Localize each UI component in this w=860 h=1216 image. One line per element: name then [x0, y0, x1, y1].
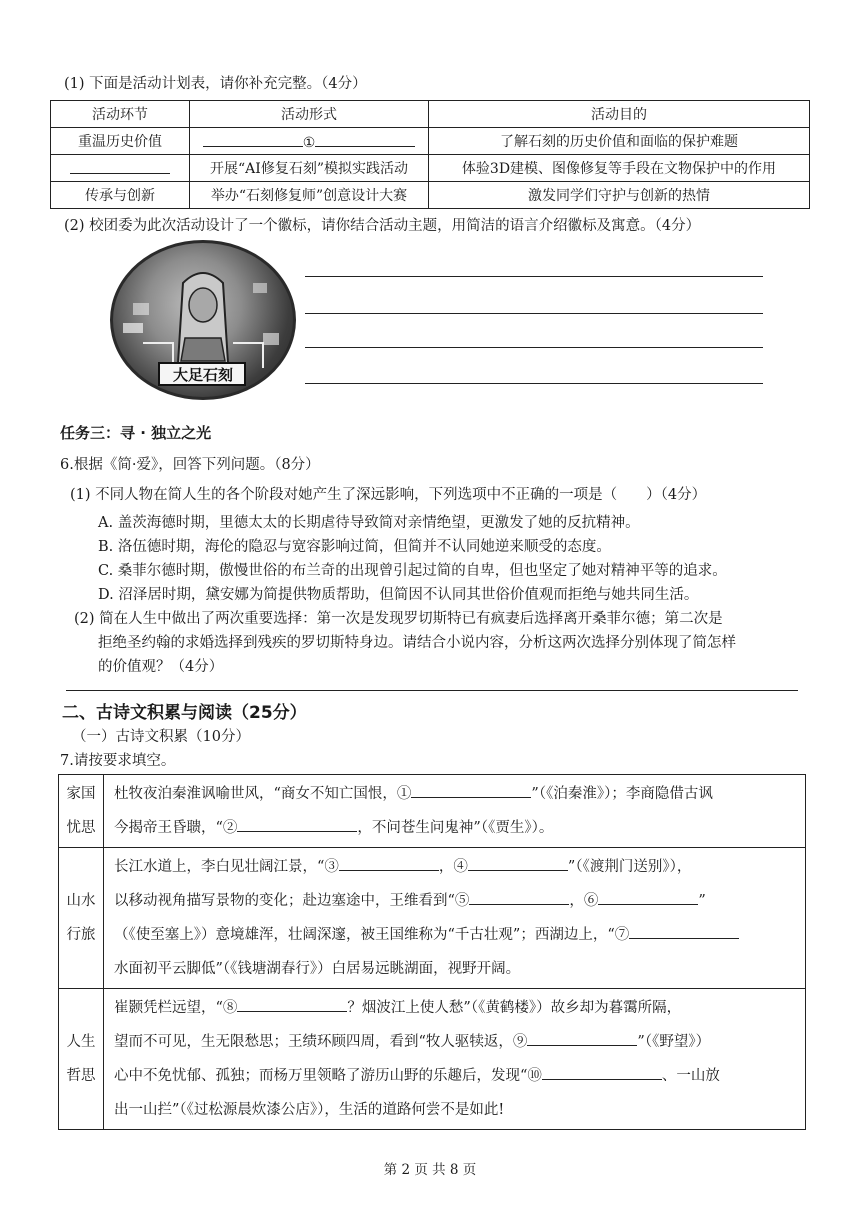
blank-4[interactable]	[468, 855, 568, 871]
blank-1-cell[interactable]	[190, 128, 429, 155]
poem-text: 望而不可见，生无限愁思；王绩环顾四周，看到“牧人驱犊返，⑨	[114, 1034, 528, 1050]
table-cell-purpose: 激发同学们守护与创新的热情	[429, 182, 810, 209]
category-label: 行旅	[66, 927, 96, 943]
poem-text: ，④	[438, 859, 468, 875]
answer-line[interactable]	[305, 383, 763, 384]
blank-5[interactable]	[469, 889, 569, 905]
poem-fill-table	[58, 774, 806, 1130]
table-row	[59, 775, 806, 848]
blank-7[interactable]	[629, 923, 739, 939]
table-cell-stage: 传承与创新	[51, 182, 190, 209]
table-cell-purpose: 了解石刻的历史价值和面临的保护难题	[429, 128, 810, 155]
poem-text: ？烟波江上使人愁”（《黄鹤楼》）故乡却为暮霭所隔，	[347, 1000, 682, 1016]
blank-2[interactable]	[237, 816, 357, 832]
poem-text: 以移动视角描写景物的变化；赴边塞途中，王维看到“⑤	[114, 893, 470, 909]
poem-text: 心中不免忧郁、孤独；而杨万里领略了游历山野的乐趣后，发现“⑩	[114, 1068, 542, 1084]
blank-1[interactable]	[411, 782, 531, 798]
blank-number: ①	[302, 135, 316, 151]
q6-option-c[interactable]: C. 桑菲尔德时期，傲慢世俗的布兰奇的出现曾引起过简的自卑，但也坚定了她对精神平等的追求。	[98, 563, 727, 579]
category-cell	[59, 848, 104, 989]
table-row	[51, 155, 810, 182]
section2-title: 二、古诗文积累与阅读（25分）	[62, 703, 307, 723]
category-label: 忧思	[66, 820, 96, 836]
table-row	[51, 128, 810, 155]
table-row	[59, 848, 806, 989]
category-cell	[59, 775, 104, 848]
table-header-purpose: 活动目的	[429, 101, 810, 128]
q5-part2-prompt: (2) 校团委为此次活动设计了一个徽标，请你结合活动主题，用简洁的语言介绍徽标及寓意。（4分）	[64, 218, 701, 234]
poem-text: ”	[698, 893, 706, 909]
answer-line[interactable]	[305, 313, 763, 314]
logo-caption: 大足石刻	[172, 366, 233, 384]
q6-option-b[interactable]: B. 洛伍德时期，海伦的隐忍与宽容影响过简，但简并不认同她逆来顺受的态度。	[98, 539, 611, 555]
poem-text: ”（《渡荆门送别》），	[567, 859, 692, 875]
poem-text-cell	[104, 848, 806, 989]
table-cell-form: 举办“石刻修复师”创意设计大赛	[190, 182, 429, 209]
q6-option-a[interactable]: A. 盖茨海德时期，里德太太的长期虐待导致简对亲情绝望，更激发了她的反抗精神。	[98, 515, 640, 531]
poem-text: ，⑥	[569, 893, 599, 909]
q7-stem: 7.请按要求填空。	[60, 753, 176, 769]
table-cell-form: 开展“AI修复石刻”模拟实践活动	[190, 155, 429, 182]
activity-plan-table	[50, 100, 810, 209]
poem-text: 长江水道上，李白见壮阔江景，“③	[114, 859, 339, 875]
answer-line[interactable]	[66, 690, 798, 691]
q6-part1: (1) 不同人物在简人生的各个阶段对她产生了深远影响，下列选项中不正确的一项是（ ）（4分）	[70, 487, 707, 503]
task3-heading: 任务三：寻 · 独立之光	[60, 424, 212, 442]
poem-text: 今揭帝王昏聩，“②	[114, 820, 238, 836]
poem-text: 崔颢凭栏远望，“⑧	[114, 1000, 238, 1016]
poem-text: （《使至塞上》）意境雄浑，壮阔深邃，被王国维称为“千古壮观”；西湖边上，“⑦	[114, 927, 630, 943]
blank-6[interactable]	[598, 889, 698, 905]
table-cell-stage: 重温历史价值	[51, 128, 190, 155]
category-label: 山水	[66, 893, 96, 909]
category-label: 人生	[66, 1034, 96, 1050]
table-header-row	[51, 101, 810, 128]
q5-part1-prompt: (1) 下面是活动计划表，请你补充完整。（4分）	[64, 76, 367, 92]
activity-logo-image	[110, 240, 296, 400]
q6-part2-line1: (2) 简在人生中做出了两次重要选择：第一次是发现罗切斯特已有疯妻后选择离开桑菲尔德；第二次是	[74, 611, 723, 627]
blank-3[interactable]	[339, 855, 439, 871]
answer-line[interactable]	[305, 347, 763, 348]
blank-8[interactable]	[237, 996, 347, 1012]
category-cell	[59, 989, 104, 1130]
poem-text: 、一山放	[661, 1068, 720, 1084]
table-header-stage: 活动环节	[51, 101, 190, 128]
poem-text: ”（《泊秦淮》）；李商隐借古讽	[531, 786, 713, 802]
page-footer: 第 2 页 共 8 页	[383, 1162, 477, 1178]
blank-9[interactable]	[527, 1030, 637, 1046]
stage-blank-cell[interactable]	[51, 155, 190, 182]
poem-text-cell	[104, 989, 806, 1130]
poem-text: ”（《野望》）	[637, 1034, 711, 1050]
category-label: 哲思	[66, 1068, 96, 1084]
q6-stem: 6.根据《简·爱》，回答下列问题。（8分）	[60, 457, 320, 473]
category-label: 家国	[66, 786, 96, 802]
answer-line[interactable]	[305, 276, 763, 277]
blank-10[interactable]	[542, 1064, 662, 1080]
poem-text: 杜牧夜泊秦淮讽喻世风，“商女不知亡国恨，①	[114, 786, 412, 802]
poem-text: 水面初平云脚低”（《钱塘湖春行》）白居易远眺湖面，视野开阔。	[114, 961, 521, 977]
poem-text: ，不问苍生问鬼神”（《贾生》）。	[357, 820, 554, 836]
table-row	[59, 989, 806, 1130]
section2-subtitle: （一）古诗文积累（10分）	[72, 729, 250, 745]
table-row	[51, 182, 810, 209]
table-header-form: 活动形式	[190, 101, 429, 128]
q6-part2-line3: 的价值观？（4分）	[98, 659, 224, 675]
poem-text: 出一山拦”（《过松源晨炊漆公店》），生活的道路何尝不是如此!	[114, 1102, 505, 1118]
q6-part2-line2: 拒绝圣约翰的求婚选择到残疾的罗切斯特身边。请结合小说内容，分析这两次选择分别体现了简怎样	[98, 635, 736, 651]
poem-text-cell	[104, 775, 806, 848]
table-cell-purpose: 体验3D建模、图像修复等手段在文物保护中的作用	[429, 155, 810, 182]
q6-option-d[interactable]: D. 沼泽居时期，黛安娜为简提供物质帮助，但简因不认同其世俗价值观而拒绝与她共同生活。	[98, 587, 699, 603]
